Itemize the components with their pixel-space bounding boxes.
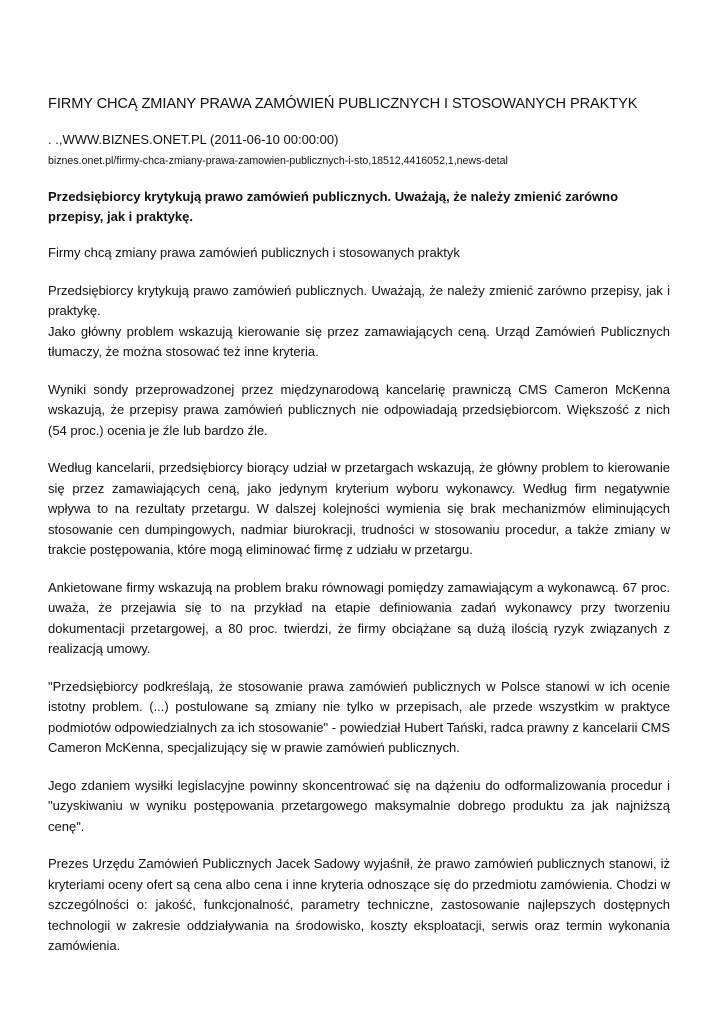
article-lead: Przedsiębiorcy krytykują prawo zamówień publicznych. Uważają, że należy zmienić zarówno przepisy, jak i praktykę. <box>48 189 619 224</box>
paragraph-8: Prezes Urzędu Zamówień Publicznych Jacek Sadowy wyjaśnił, że prawo zamówień publicznych stanowi, iż kryteriami oceny ofert są cena albo cena i inne kryteria odnoszące się do przedmiotu zamówienia. Chodzi w szczególności o: jakość, funkcjonalność, parametry techniczne, zastosowanie najlepszych dostępnych technologii w zakresie oddziaływania na środowisko, koszty eksploatacji, serwis oraz termin wykonania zamówienia. <box>48 856 670 953</box>
paragraph-6: "Przedsiębiorcy podkreślają, że stosowanie prawa zamówień publicznych w Polsce stanowi w ich ocenie istotny problem. (...) postulowane są zmiany nie tylko w przepisach, ale przede wszystkim w praktyce podmiotów odpowiedzialnych za ich stosowanie" - powiedział Hubert Tański, radca prawny z kancelarii CMS Cameron McKenna, specjalizujący się w prawie zamówień publicznych. <box>48 678 670 755</box>
source-line: . .,WWW.BIZNES.ONET.PL (2011-06-10 00:00:00) <box>48 132 339 147</box>
paragraph-7: Jego zdaniem wysiłki legislacyjne powinny skoncentrować się na dążeniu do odformalizowania procedur i "uzyskiwaniu w wyniku postępowania przetargowego maksymalnie dobrego produktu za jak najniższą cenę". <box>48 777 670 834</box>
article-title: FIRMY CHCĄ ZMIANY PRAWA ZAMÓWIEŃ PUBLICZNYCH I STOSOWANYCH PRAKTYK <box>48 96 638 112</box>
paragraph-5: Ankietowane firmy wskazują na problem braku równowagi pomiędzy zamawiającym a wykonawcą. 67 proc. uważa, że przejawia się to na przykład na etapie definiowania zadań wykonawcy przy tworzeniu dokumentacji przetargowej, a 80 proc. twierdzi, że firmy obciążane są dużą ilością ryzyk związanych z realizacją umowy. <box>48 579 670 656</box>
article <box>48 94 670 957</box>
paragraph-3: Wyniki sondy przeprowadzonej przez międzynarodową kancelarię prawniczą CMS Cameron McKenna wskazują, że przepisy prawa zamówień publicznych nie odpowiadają przedsiębiorcom. Większość z nich (54 proc.) ocenia je źle lub bardzo źle. <box>48 381 670 438</box>
paragraph-2-part-b: Jako główny problem wskazują kierowanie się przez zamawiających ceną. Urząd Zamówień Publicznych tłumaczy, że można stosować też inne kryteria. <box>48 323 670 359</box>
paragraph-2 <box>48 281 670 363</box>
source-url: biznes.onet.pl/firmy-chca-zmiany-prawa-zamowien-publicznych-i-sto,18512,4416052,1,news-detal <box>48 155 508 167</box>
paragraph-2-part-a: Przedsiębiorcy krytykują prawo zamówień publicznych. Uważają, że należy zmienić zarówno przepisy, jak i praktykę. <box>48 282 670 318</box>
paragraph-4: Według kancelarii, przedsiębiorcy biorący udział w przetargach wskazują, że główny problem to kierowanie się przez zamawiających ceną, jako jedynym kryterium wyboru wykonawcy. Według firm negatywnie wpływa to na rezultaty przetargu. W dalszej kolejności wymienia się brak mechanizmów eliminujących stosowanie cen dumpingowych, nadmiar biurokracji, trudności w stosowaniu procedur, a także zmiany w trakcie postępowania, które mogą eliminować firmę z udziału w przetargu. <box>48 460 670 557</box>
paragraph-1: Firmy chcą zmiany prawa zamówień publicznych i stosowanych praktyk <box>48 245 460 260</box>
